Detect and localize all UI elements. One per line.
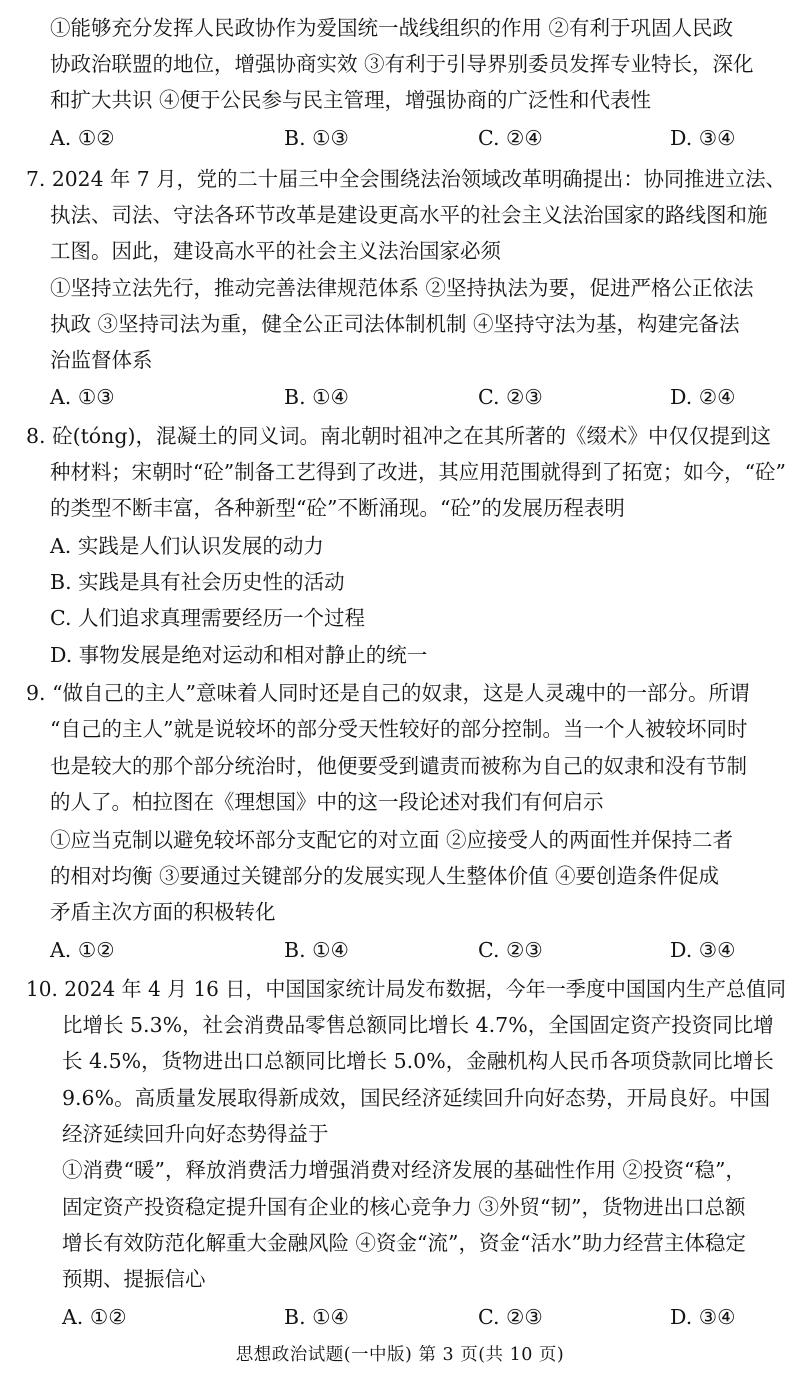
q7-stem-text: 工图。因此，建设高水平的社会主义法治国家必须 xyxy=(50,239,501,263)
q10-option-d[interactable]: D. ③④ xyxy=(670,1305,736,1329)
q6-statement-line xyxy=(0,46,800,82)
q10-statement-text: ①消费“暖”，释放消费活力增强消费对经济发展的基础性作用 ②投资“稳”， xyxy=(62,1158,746,1182)
q7-statement-line xyxy=(0,342,800,378)
q10-statement-text: 固定资产投资稳定提升国有企业的核心竞争力 ③外贸“韧”，货物进出口总额 xyxy=(62,1195,746,1219)
q7-statement-text: ①坚持立法先行，推动完善法律规范体系 ②坚持执法为要，促进严格公正依法 xyxy=(50,276,754,300)
q9-option-b[interactable]: B. ①④ xyxy=(284,938,349,962)
q7-stem-text: 7. 2024 年 7 月，党的二十届三中全会围绕法治领域改革明确提出：协同推进立法、 xyxy=(26,167,786,191)
q9-stem-text: “自己的主人”就是说较坏的部分受天性较好的部分控制。当一个人被较坏同时 xyxy=(50,717,748,741)
q6-option-a[interactable]: A. ①② xyxy=(50,126,115,150)
q7-statement-text: 执政 ③坚持司法为重，健全公正司法体制机制 ④坚持守法为基，构建完备法 xyxy=(50,312,740,336)
q10-option-a[interactable]: A. ①② xyxy=(62,1305,127,1329)
q8-stem-text: 的类型不断丰富，各种新型“砼”不断涌现。“砼”的发展历程表明 xyxy=(50,496,625,520)
q10-option-c[interactable]: C. ②③ xyxy=(478,1305,543,1329)
q6-options xyxy=(0,120,800,156)
q6-option-b[interactable]: B. ①③ xyxy=(284,126,349,150)
q10-stem-text: 10. 2024 年 4 月 16 日，中国国家统计局发布数据，今年一季度中国国内生产总值同 xyxy=(26,977,787,1001)
q7-stem-line xyxy=(0,197,800,233)
q7-option-d[interactable]: D. ②④ xyxy=(670,385,736,409)
q10-stem-line xyxy=(0,971,800,1007)
q10-stem-line xyxy=(0,1080,800,1116)
q10-stem-line xyxy=(0,1007,800,1043)
q9-option-c[interactable]: C. ②③ xyxy=(478,938,543,962)
q10-statement-line xyxy=(0,1225,800,1261)
q10-option-b[interactable]: B. ①④ xyxy=(284,1305,349,1329)
q10-stem-text: 比增长 5.3%，社会消费品零售总额同比增长 4.7%，全国固定资产投资同比增 xyxy=(62,1013,774,1037)
q10-statement-line xyxy=(0,1189,800,1225)
q9-stem-line xyxy=(0,748,800,784)
q9-stem-line xyxy=(0,675,800,711)
q6-statement-text: 协政治联盟的地位，增强协商实效 ③有利于引导界别委员发挥专业特长，深化 xyxy=(50,52,754,76)
q9-statement-text: ①应当克制以避免较坏部分支配它的对立面 ②应接受人的两面性并保持二者 xyxy=(50,828,734,852)
q8-option-d[interactable]: D. 事物发展是绝对运动和相对静止的统一 xyxy=(50,643,428,667)
q7-statement-text: 治监督体系 xyxy=(50,348,153,372)
q8-stem-text: 种材料；宋朝时“砼”制备工艺得到了改进，其应用范围就得到了拓宽；如今，“砼” xyxy=(50,460,786,484)
q10-stem-text: 长 4.5%，货物进出口总额同比增长 5.0%，金融机构人民币各项贷款同比增长 xyxy=(62,1049,774,1073)
q7-option-c[interactable]: C. ②③ xyxy=(478,385,543,409)
q8-option-line xyxy=(0,564,800,600)
q8-option-c[interactable]: C. 人们追求真理需要经历一个过程 xyxy=(50,606,365,630)
q10-statement-line xyxy=(0,1152,800,1188)
q6-statement-line xyxy=(0,10,800,46)
q7-option-b[interactable]: B. ①④ xyxy=(284,385,349,409)
q7-stem-text: 执法、司法、守法各环节改革是建设更高水平的社会主义法治国家的路线图和施 xyxy=(50,203,768,227)
q8-option-line xyxy=(0,600,800,636)
q10-stem-line xyxy=(0,1116,800,1152)
q7-option-a[interactable]: A. ①③ xyxy=(50,385,115,409)
q6-option-d[interactable]: D. ③④ xyxy=(670,126,736,150)
q6-statement-line xyxy=(0,82,800,118)
q10-stem-line xyxy=(0,1043,800,1079)
q8-option-b[interactable]: B. 实践是具有社会历史性的活动 xyxy=(50,570,345,594)
q8-stem-line xyxy=(0,454,800,490)
q6-option-c[interactable]: C. ②④ xyxy=(478,126,543,150)
q9-stem-text: 的人了。柏拉图在《理想国》中的这一段论述对我们有何启示 xyxy=(50,790,604,814)
q8-option-line xyxy=(0,528,800,564)
q10-options xyxy=(0,1299,800,1335)
q9-statement-line xyxy=(0,822,800,858)
q8-option-a[interactable]: A. 实践是人们认识发展的动力 xyxy=(50,534,324,558)
q8-stem-line xyxy=(0,418,800,454)
q9-statement-text: 矛盾主次方面的积极转化 xyxy=(50,900,276,924)
q7-statement-line xyxy=(0,270,800,306)
q6-statement-text: ①能够充分发挥人民政协作为爱国统一战线组织的作用 ②有利于巩固人民政 xyxy=(50,16,734,40)
q9-option-a[interactable]: A. ①② xyxy=(50,938,115,962)
q9-stem-line xyxy=(0,784,800,820)
q7-stem-line xyxy=(0,161,800,197)
q9-option-d[interactable]: D. ③④ xyxy=(670,938,736,962)
q10-statement-text: 增长有效防范化解重大金融风险 ④资金“流”，资金“活水”助力经营主体稳定 xyxy=(62,1231,746,1255)
q7-stem-line xyxy=(0,233,800,269)
q8-option-line xyxy=(0,637,800,673)
q8-stem-text: 8. 砼(tóng)，混凝土的同义词。南北朝时祖冲之在其所著的《缀术》中仅仅提到这 xyxy=(26,424,771,448)
q7-statement-line xyxy=(0,306,800,342)
page-footer: 思想政治试题(一中版) 第 3 页(共 10 页) xyxy=(235,1345,565,1365)
q10-stem-text: 经济延续回升向好态势得益于 xyxy=(62,1122,329,1146)
q7-options xyxy=(0,379,800,415)
q9-stem-text: 也是较大的那个部分统治时，他便要受到谴责而被称为自己的奴隶和没有节制 xyxy=(50,754,747,778)
q9-statement-line xyxy=(0,894,800,930)
q6-statement-text: 和扩大共识 ④便于公民参与民主管理，增强协商的广泛性和代表性 xyxy=(50,88,652,112)
q9-stem-text: 9. “做自己的主人”意味着人同时还是自己的奴隶，这是人灵魂中的一部分。所谓 xyxy=(26,681,750,705)
q9-options xyxy=(0,932,800,968)
q10-stem-text: 9.6%。高质量发展取得新成效，国民经济延续回升向好态势，开局良好。中国 xyxy=(62,1086,771,1110)
q8-stem-line xyxy=(0,490,800,526)
q9-stem-line xyxy=(0,711,800,747)
q10-statement-line xyxy=(0,1261,800,1297)
q10-statement-text: 预期、提振信心 xyxy=(62,1267,206,1291)
q9-statement-line xyxy=(0,858,800,894)
q9-statement-text: 的相对均衡 ③要通过关键部分的发展实现人生整体价值 ④要创造条件促成 xyxy=(50,864,720,888)
